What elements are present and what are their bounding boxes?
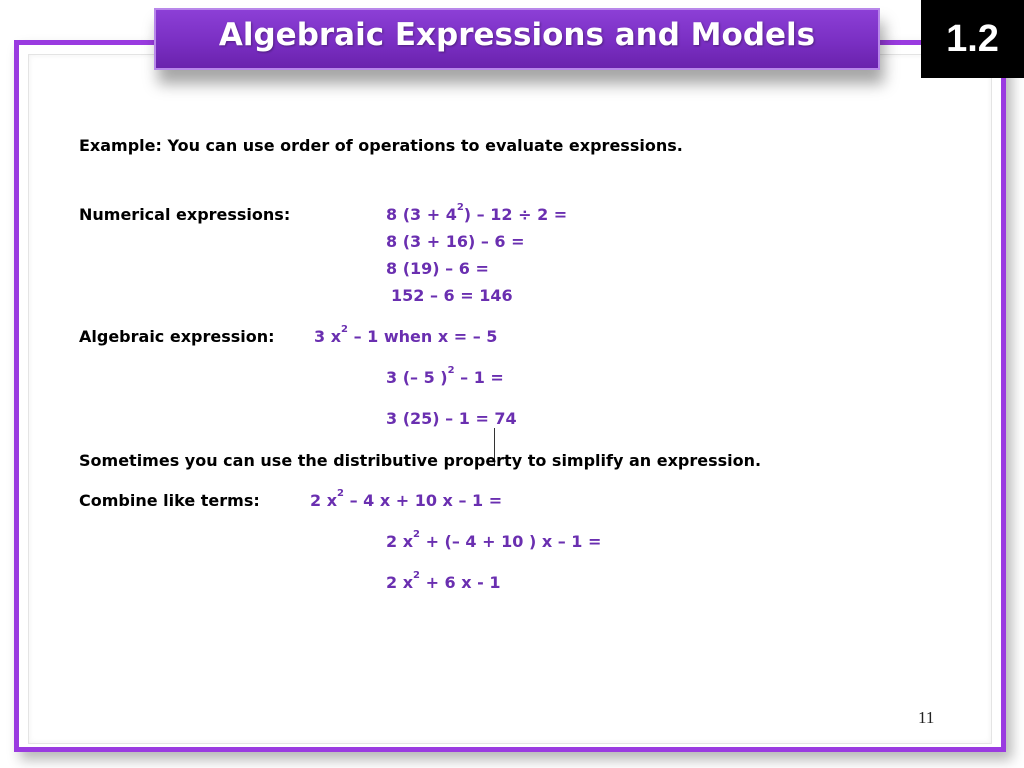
combine-step-1-part-a: 2 x — [386, 532, 414, 551]
section-number-box — [921, 0, 1024, 78]
numerical-step-1-part-b: ) – 12 ÷ 2 = — [463, 205, 568, 224]
algebraic-step-2: 3 (25) – 1 = 74 — [386, 409, 517, 428]
algebraic-step-1 — [386, 365, 504, 391]
combine-step-1-exponent: 2 — [413, 529, 420, 540]
combine-step-1-part-b: + (– 4 + 10 ) x – 1 = — [420, 532, 602, 551]
numerical-step-2: 8 (3 + 16) – 6 = — [386, 232, 525, 251]
numerical-step-1 — [386, 202, 568, 228]
algebraic-expression — [314, 324, 498, 350]
title-banner — [154, 8, 880, 70]
algebraic-step-1-exponent: 2 — [447, 365, 455, 376]
combine-expression-part-b: – 4 x + 10 x – 1 = — [344, 491, 503, 510]
algebraic-label: Algebraic expression: — [79, 327, 275, 346]
page-number: 11 — [918, 708, 935, 727]
combine-expression-part-a: 2 x — [310, 491, 338, 510]
combine-step-2-part-b: + 6 x - 1 — [420, 573, 501, 592]
section-number: 1.2 — [946, 17, 999, 60]
combine-expression-exponent: 2 — [337, 488, 344, 499]
combine-step-2 — [386, 570, 501, 596]
distributive-note: Sometimes you can use the distributive property to simplify an expression. — [79, 451, 762, 470]
intro-text: Example: You can use order of operations to evaluate expressions. — [79, 136, 683, 155]
numerical-step-3: 8 (19) – 6 = — [386, 259, 489, 278]
slide-title: Algebraic Expressions and Models — [218, 17, 816, 53]
numerical-label: Numerical expressions: — [79, 205, 291, 224]
combine-step-1 — [386, 529, 602, 555]
numerical-step-1-exponent: 2 — [456, 202, 464, 213]
algebraic-step-1-part-b: – 1 = — [454, 368, 504, 387]
numerical-step-1-part-a: 8 (3 + 4 — [386, 205, 457, 224]
algebraic-expression-part-a: 3 x — [314, 327, 342, 346]
combine-label: Combine like terms: — [79, 491, 260, 510]
combine-step-2-exponent: 2 — [413, 570, 420, 581]
algebraic-expression-exponent: 2 — [341, 324, 348, 335]
combine-expression — [310, 488, 503, 514]
algebraic-expression-part-b: – 1 when x = – 5 — [348, 327, 498, 346]
slide-inner-frame — [28, 54, 992, 744]
combine-step-2-part-a: 2 x — [386, 573, 414, 592]
numerical-step-4: 152 – 6 = 146 — [391, 286, 513, 305]
algebraic-step-1-part-a: 3 (– 5 ) — [386, 368, 448, 387]
